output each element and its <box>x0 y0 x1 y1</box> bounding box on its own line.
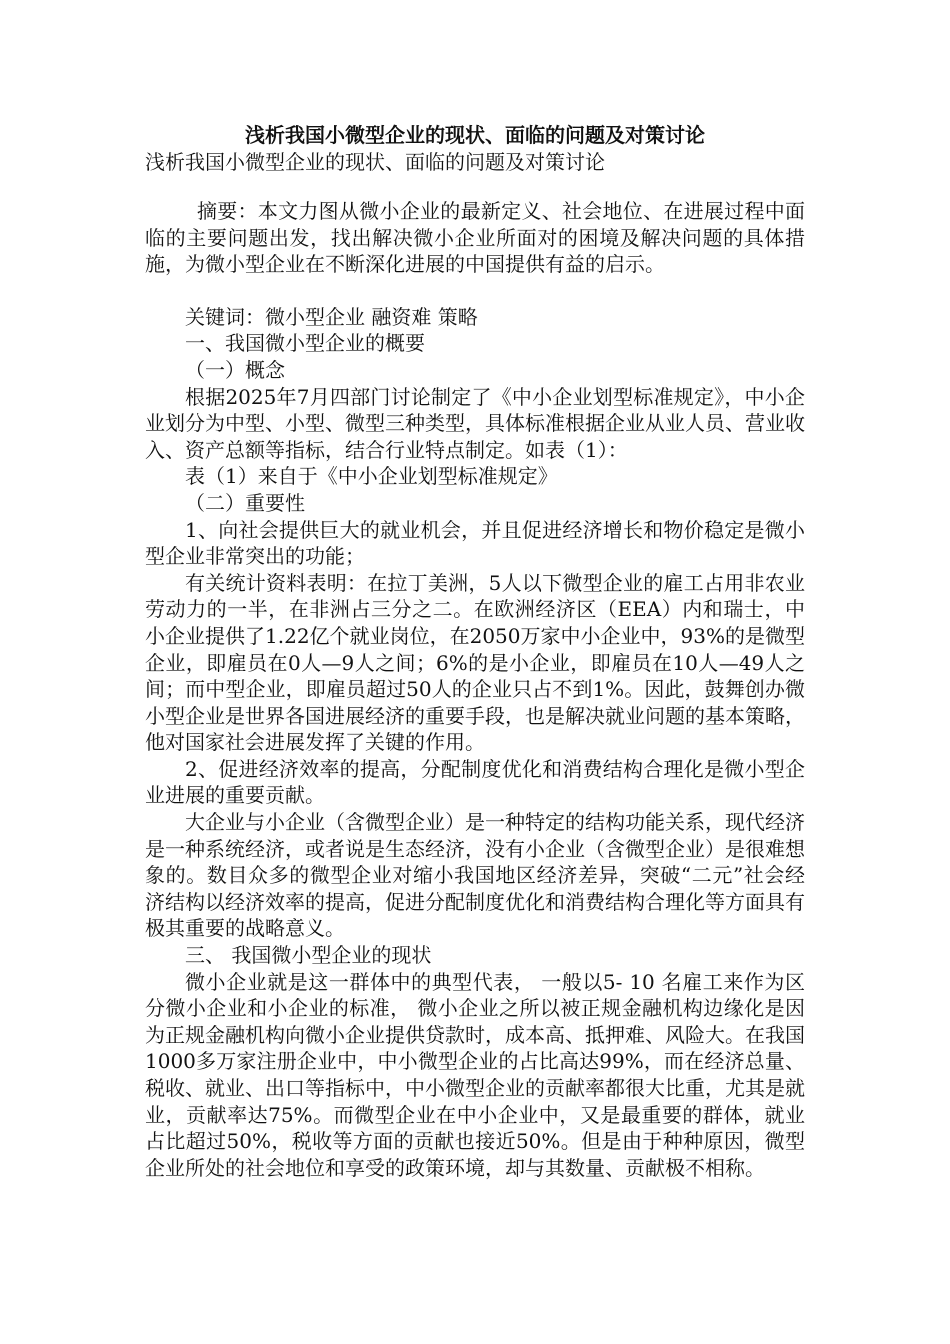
table-note: 表（1）来自于《中小企业划型标准规定》 <box>185 464 558 489</box>
structure-paragraph: 大企业与小企业（含微型企业）是一种特定的结构功能关系，现代经济是一种系统经济，或者说是生态经济，没有小企业（含微型企业）是很难想象的。数目众多的微型企业对缩小我国地区经济差异，突破“二元”社会经济结构以经济效率的提高，促进分配制度优化和消费结构合理化等方面具有极其重要的战略意义。 <box>145 810 805 941</box>
status-paragraph: 微小企业就是这一群体中的典型代表， 一般以5- 10 名雇工来作为区分微小企业和小企业的标准， 微小企业之所以被正规金融机构边缘化是因为正规金融机构向微小企业提供贷款时，成本高、抵押难、风险大。在我国1000多万家注册企业中，中小微型企业的占比高达99%，而在经济总量、税收、就业、出口等指标中，中小微型企业的贡献率都很大比重，尤其是就业，贡献率达75%。而微型企业在中小企业中，又是最重要的群体，就业占比超过50%，税收等方面的贡献也接近50%。但是由于种种原因，微型企业所处的社会地位和享受的政策环境，却与其数量、贡献极不相称。 <box>145 969 805 1180</box>
abstract-paragraph: 摘要：本文力图从微小企业的最新定义、社会地位、在进展过程中面临的主要问题出发，找出解决微小企业所面对的困境及解决问题的具体措施，为微小型企业在不断深化进展的中国提供有益的启示。 <box>145 199 805 277</box>
section-1-heading: 一、我国微小型企业的概要 <box>185 331 425 356</box>
document-title: 浅析我国小微型企业的现状、面临的问题及对策讨论 <box>245 123 705 147</box>
document-subtitle: 浅析我国小微型企业的现状、面临的问题及对策讨论 <box>145 150 605 174</box>
paragraph-spacer <box>145 278 805 304</box>
keywords-line: 关键词：微小型企业 融资难 策略 <box>185 304 478 329</box>
subsection-concept-heading: （一）概念 <box>185 357 285 382</box>
importance-point-1: 1、向社会提供巨大的就业机会，并且促进经济增长和物价稳定是微小型企业非常突出的功能； <box>145 517 805 569</box>
statistics-paragraph: 有关统计资料表明：在拉丁美洲，5人以下微型企业的雇工占用非农业劳动力的一半，在非洲占三分之二。在欧洲经济区（EEA）内和瑞士，中小企业提供了1.22亿个就业岗位，在2050万家中小企业中，93%的是微型企业，即雇员在0人—9人之间；6%的是小企业，即雇员在10人—49人之间；而中型企业，即雇员超过50人的企业只占不到1%。因此，鼓舞创办微小型企业是世界各国进展经济的重要手段，也是解决就业问题的基本策略，他对国家社会进展发挥了关键的作用。 <box>145 570 805 755</box>
concept-paragraph: 根据2025年7月四部门讨论制定了《中小企业划型标准规定》，中小企业划分为中型、小型、微型三种类型，具体标准根据企业从业人员、营业收入、资产总额等指标，结合行业特点制定。如表（1）： <box>145 384 805 462</box>
subsection-importance-heading: （二）重要性 <box>185 490 305 515</box>
importance-point-2: 2、促进经济效率的提高，分配制度优化和消费结构合理化是微小型企业进展的重要贡献。 <box>145 756 805 808</box>
document-body <box>145 198 805 1181</box>
section-3-heading: 三、 我国微小型企业的现状 <box>185 943 432 968</box>
